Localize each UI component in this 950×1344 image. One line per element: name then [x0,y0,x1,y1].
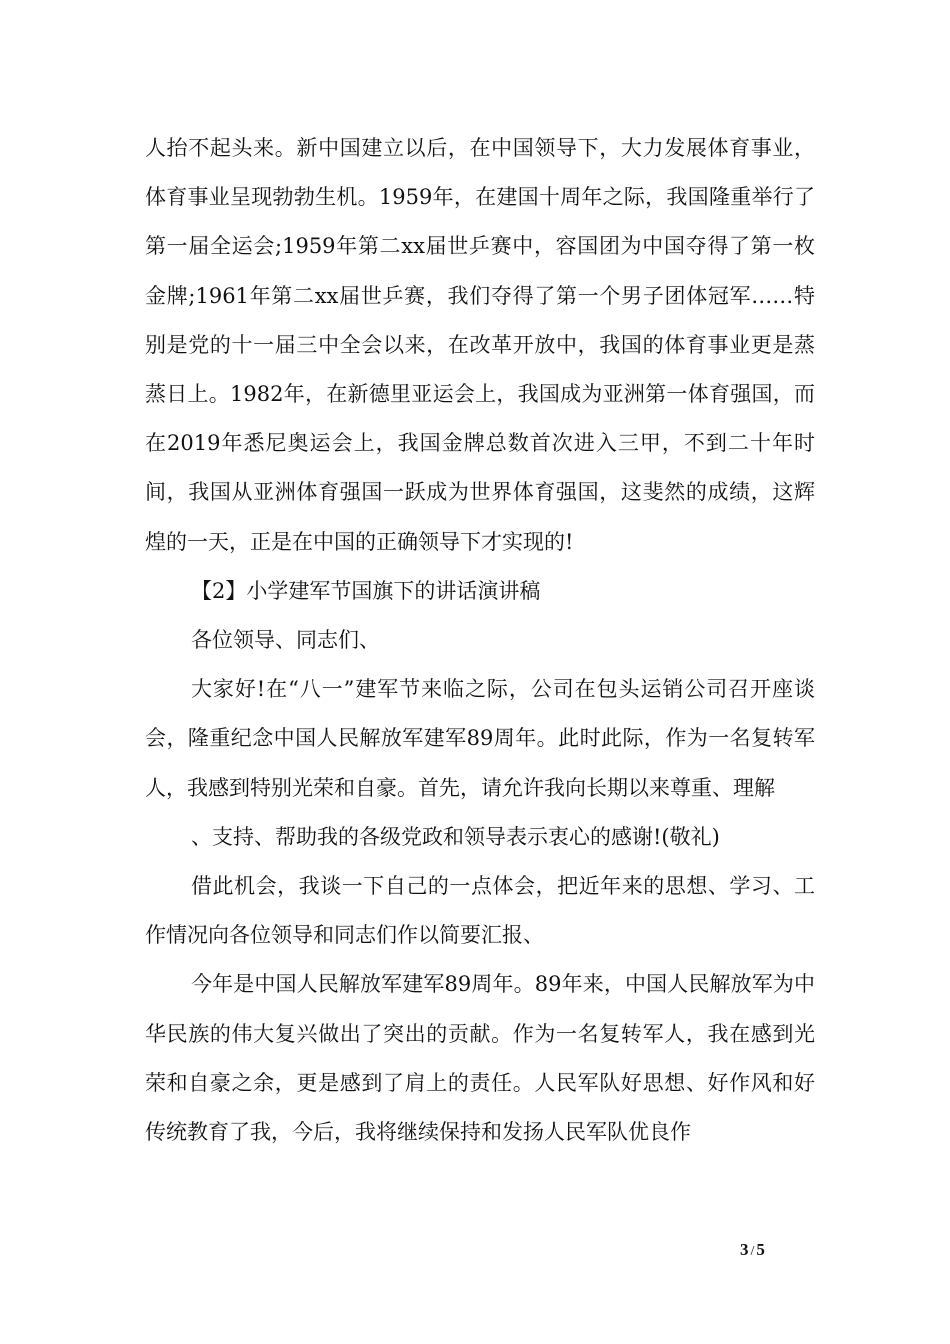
paragraph-report: 借此机会，我谈一下自己的一点体会，把近年来的思想、学习、工作情况向各位领导和同志们作以简要汇报、 [145,874,815,948]
page-separator: / [750,1244,755,1259]
total-pages: 5 [756,1240,765,1259]
paragraph-anniversary: 今年是中国人民解放军建军89周年。89年来，中国人民解放军为中华民族的伟大复兴做出了突出的贡献。作为一名复转军人，我在感到光荣和自豪之余，更是感到了肩上的责任。人民军队好思想、好作风和好传统教育了我，今后，我将继续保持和发扬人民军队优良作 [145,972,815,1145]
paragraph-thanks: 、支持、帮助我的各级党政和领导表示衷心的感谢!(敬礼) [191,824,720,849]
current-page: 3 [740,1240,749,1259]
paragraph-greeting: 大家好!在“八一”建军节来临之际，公司在包头运销公司召开座谈会，隆重纪念中国人民解放军建军89周年。此时此际，作为一名复转军人，我感到特别光荣和自豪。首先，请允许我向长期以来尊重、理解 [145,677,815,800]
paragraph-sports-history: 人抬不起头来。新中国建立以后，在中国领导下，大力发展体育事业，体育事业呈现勃勃生机。1959年，在建国十周年之际，我国隆重举行了第一届全运会;1959年第二xx届世乒赛中，容国团为中国夺得了第一枚金牌;1961年第二xx届世乒赛，我们夺得了第一个男子团体冠军……特别是党的十一届三中全会以来，在改革开放中，我国的体育事业更是蒸蒸日上。1982年，在新德里亚运会上，我国成为亚洲第一体育强国，而在2019年悉尼奥运会上，我国金牌总数首次进入三甲，不到二十年时间，我国从亚洲体育强国一跃成为世界体育强国，这斐然的成绩，这辉煌的一天，正是在中国的正确领导下才实现的! [145,136,815,554]
paragraph-salutation: 各位领导、同志们、 [191,628,380,653]
section-heading: 【2】小学建军节国旗下的讲话演讲稿 [191,578,541,603]
document-body [145,124,815,1157]
page-number [740,1240,765,1260]
